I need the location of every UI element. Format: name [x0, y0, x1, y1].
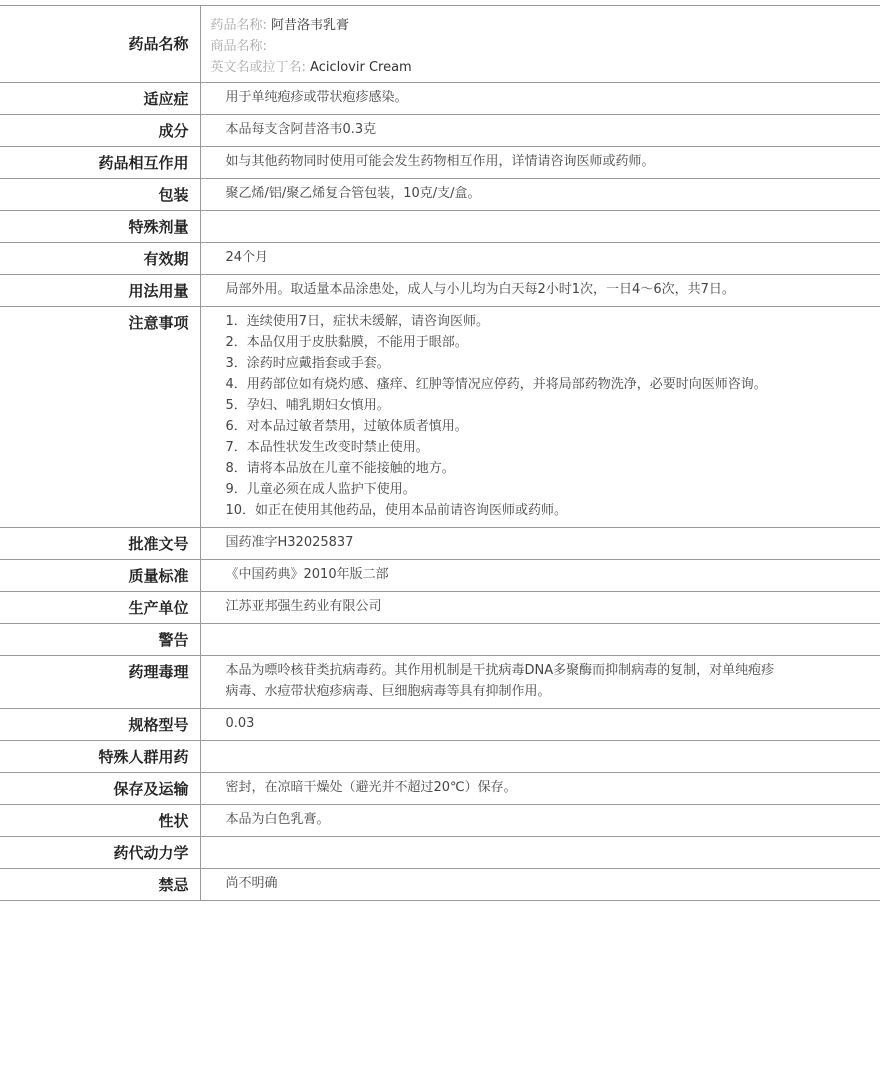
english-name-line	[211, 57, 786, 78]
trade-name-key: 商品名称:	[210, 39, 267, 54]
precaution-item: 7．本品性状发生改变时禁止使用。	[225, 440, 429, 455]
precautions-list	[200, 307, 880, 528]
row-value: 国药准字H32025837	[225, 535, 354, 550]
precaution-item: 9．儿童必须在成人监护下使用。	[225, 482, 416, 497]
row-value: 用于单纯疱疹或带状疱疹感染。	[225, 90, 408, 105]
precaution-item: 8．请将本品放在儿童不能接触的地方。	[225, 461, 455, 476]
row-ingredients	[0, 115, 880, 147]
row-label: 批准文号	[0, 528, 200, 560]
row-value: 本品为嘌呤核苷类抗病毒药。其作用机制是干扰病毒DNA多聚酶而抑制病毒的复制，对单纯疱疹病毒、水痘带状疱疹病毒、巨细胞病毒等具有抑制作用。	[225, 663, 775, 699]
row-drug-name	[0, 6, 880, 83]
row-label: 药代动力学	[0, 837, 200, 869]
row-appearance	[0, 805, 880, 837]
row-value	[200, 624, 880, 656]
row-label: 特殊剂量	[0, 211, 200, 243]
generic-name-value: 阿昔洛韦乳膏	[271, 18, 350, 33]
row-value: 如与其他药物同时使用可能会发生药物相互作用，详情请咨询医师或药师。	[225, 154, 655, 169]
row-drug-interactions	[0, 147, 880, 179]
row-label: 适应症	[0, 83, 200, 115]
row-shelf-life	[0, 243, 880, 275]
row-value: 0.03	[225, 716, 255, 731]
row-manufacturer	[0, 592, 880, 624]
row-specification	[0, 709, 880, 741]
row-label: 用法用量	[0, 275, 200, 307]
row-label: 性状	[0, 805, 200, 837]
row-contraindications	[0, 869, 880, 901]
row-label: 药品相互作用	[0, 147, 200, 179]
precaution-item: 5．孕妇、哺乳期妇女慎用。	[225, 398, 390, 413]
row-label: 保存及运输	[0, 773, 200, 805]
row-label: 注意事项	[0, 307, 200, 528]
drug-name-values	[200, 6, 880, 83]
row-label: 警告	[0, 624, 200, 656]
row-label: 有效期	[0, 243, 200, 275]
precaution-item: 2．本品仅用于皮肤黏膜，不能用于眼部。	[225, 335, 468, 350]
precaution-item: 4．用药部位如有烧灼感、瘙痒、红肿等情况应停药，并将局部药物洗净，必要时向医师咨询。	[225, 377, 767, 392]
drug-spec-table	[0, 5, 880, 901]
row-indications	[0, 83, 880, 115]
precaution-item: 3．涂药时应戴指套或手套。	[225, 356, 390, 371]
row-value	[200, 211, 880, 243]
precaution-item: 1．连续使用7日，症状未缓解，请咨询医师。	[225, 314, 490, 329]
row-value: 尚不明确	[225, 876, 278, 891]
generic-name-key: 药品名称:	[210, 18, 267, 33]
row-value	[200, 741, 880, 773]
english-name-key: 英文名或拉丁名:	[210, 60, 306, 75]
row-label: 药理毒理	[0, 656, 200, 709]
row-packaging	[0, 179, 880, 211]
row-value: 江苏亚邦强生药业有限公司	[225, 599, 382, 614]
row-special-populations	[0, 741, 880, 773]
row-pharmacology	[0, 656, 880, 709]
row-special-dosage	[0, 211, 880, 243]
row-value: 局部外用。取适量本品涂患处，成人与小儿均为白天每2小时1次，一日4～6次，共7日。	[225, 282, 735, 297]
row-label: 特殊人群用药	[0, 741, 200, 773]
row-value: 《中国药典》2010年版二部	[225, 567, 389, 582]
precaution-item: 6．对本品过敏者禁用，过敏体质者慎用。	[225, 419, 468, 434]
precaution-item: 10．如正在使用其他药品，使用本品前请咨询医师或药师。	[225, 503, 568, 518]
row-value: 24个月	[225, 250, 269, 265]
row-label: 规格型号	[0, 709, 200, 741]
row-value	[200, 837, 880, 869]
row-warning	[0, 624, 880, 656]
row-quality-standard	[0, 560, 880, 592]
row-value: 本品每支含阿昔洛韦0.3克	[225, 122, 377, 137]
row-usage-dosage	[0, 275, 880, 307]
row-value: 本品为白色乳膏。	[225, 812, 330, 827]
row-storage	[0, 773, 880, 805]
row-pharmacokinetics	[0, 837, 880, 869]
row-label: 质量标准	[0, 560, 200, 592]
row-precautions	[0, 307, 880, 528]
row-label: 包装	[0, 179, 200, 211]
trade-name-line	[211, 36, 786, 57]
row-value: 聚乙烯/铝/聚乙烯复合管包装，10克/支/盒。	[225, 186, 481, 201]
row-label: 禁忌	[0, 869, 200, 901]
row-value: 密封，在凉暗干燥处（避光并不超过20℃）保存。	[225, 780, 517, 795]
english-name-value: Aciclovir Cream	[310, 60, 412, 75]
row-label: 成分	[0, 115, 200, 147]
row-approval-number	[0, 528, 880, 560]
generic-name-line	[211, 15, 786, 36]
row-label: 生产单位	[0, 592, 200, 624]
row-label: 药品名称	[0, 6, 200, 83]
